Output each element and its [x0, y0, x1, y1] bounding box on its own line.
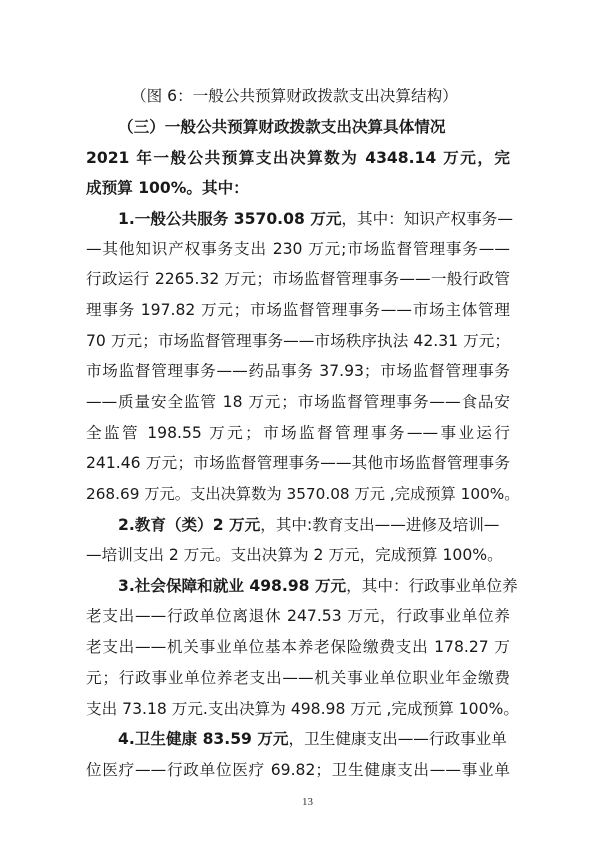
item4-first-line	[118, 729, 507, 749]
item4-line: 位医疗——行政单位医疗 69.82；卫生健康支出——事业单	[86, 761, 510, 779]
item1-first-text: ，其中：知识产权事务—	[341, 210, 513, 228]
item1-line: 70 万元；市场监督管理事务——市场秩序执法 42.31 万元；	[86, 332, 510, 350]
item4-first-text: ，卫生健康支出——行政事业单	[288, 730, 507, 748]
item1-line: 理事务 197.82 万元；市场监督管理事务——市场主体管理	[86, 301, 510, 319]
item3-line: 老支出——机关事业单位基本养老保险缴费支出 178.27 万	[86, 638, 510, 656]
item1-lead: 1.一般公共服务 3570.08 万元	[118, 210, 342, 228]
item1-line: ——质量安全监管 18 万元；市场监督管理事务——食品安	[86, 393, 510, 411]
item2-first-line	[118, 515, 499, 535]
item1-line: —其他知识产权事务支出 230 万元;市场监督管理事务——	[86, 240, 510, 258]
item1-line: 市场监督管理事务——药品事务 37.93；市场监督管理事务	[86, 362, 510, 380]
intro-line: 2021 年一般公共预算支出决算数为 4348.14 万元，完	[86, 149, 510, 167]
item3-first-text: ，其中：行政事业单位养	[346, 577, 518, 595]
page-number: 13	[302, 796, 313, 808]
item2-first-text: ，其中:教育支出——进修及培训—	[260, 516, 500, 534]
item4-lead: 4.卫生健康 83.59 万元	[118, 730, 289, 748]
item1-line: 268.69 万元。支出决算数为 3570.08 万元 ,完成预算 100%。	[86, 485, 520, 503]
section-heading: （三）一般公共预算财政拨款支出决算具体情况	[118, 118, 446, 136]
item3-line: 老支出——行政单位离退休 247.53 万元，行政事业单位养	[86, 607, 510, 625]
figure-caption: （图 6：一般公共预算财政拨款支出决算结构）	[131, 87, 458, 105]
item3-lead: 3.社会保障和就业 498.98 万元	[118, 577, 347, 595]
item3-first-line	[118, 576, 518, 596]
item2-line: —培训支出 2 万元。支出决算为 2 万元，完成预算 100%。	[86, 546, 503, 564]
item2-lead: 2.教育（类）2 万元	[118, 516, 261, 534]
intro-line: 成预算 100%。其中：	[86, 179, 249, 197]
item1-line: 行政运行 2265.32 万元；市场监督管理事务——一般行政管	[86, 270, 510, 288]
item1-line: 全监管 198.55 万元；市场监督管理事务——事业运行	[86, 424, 510, 442]
item1-first-line	[118, 209, 513, 229]
item3-line: 元；行政事业单位养老支出——机关事业单位职业年金缴费	[86, 669, 510, 687]
item3-line: 支出 73.18 万元.支出决算为 498.98 万元 ,完成预算 100%。	[86, 700, 519, 718]
item1-line: 241.46 万元；市场监督管理事务——其他市场监督管理事务	[86, 454, 510, 472]
